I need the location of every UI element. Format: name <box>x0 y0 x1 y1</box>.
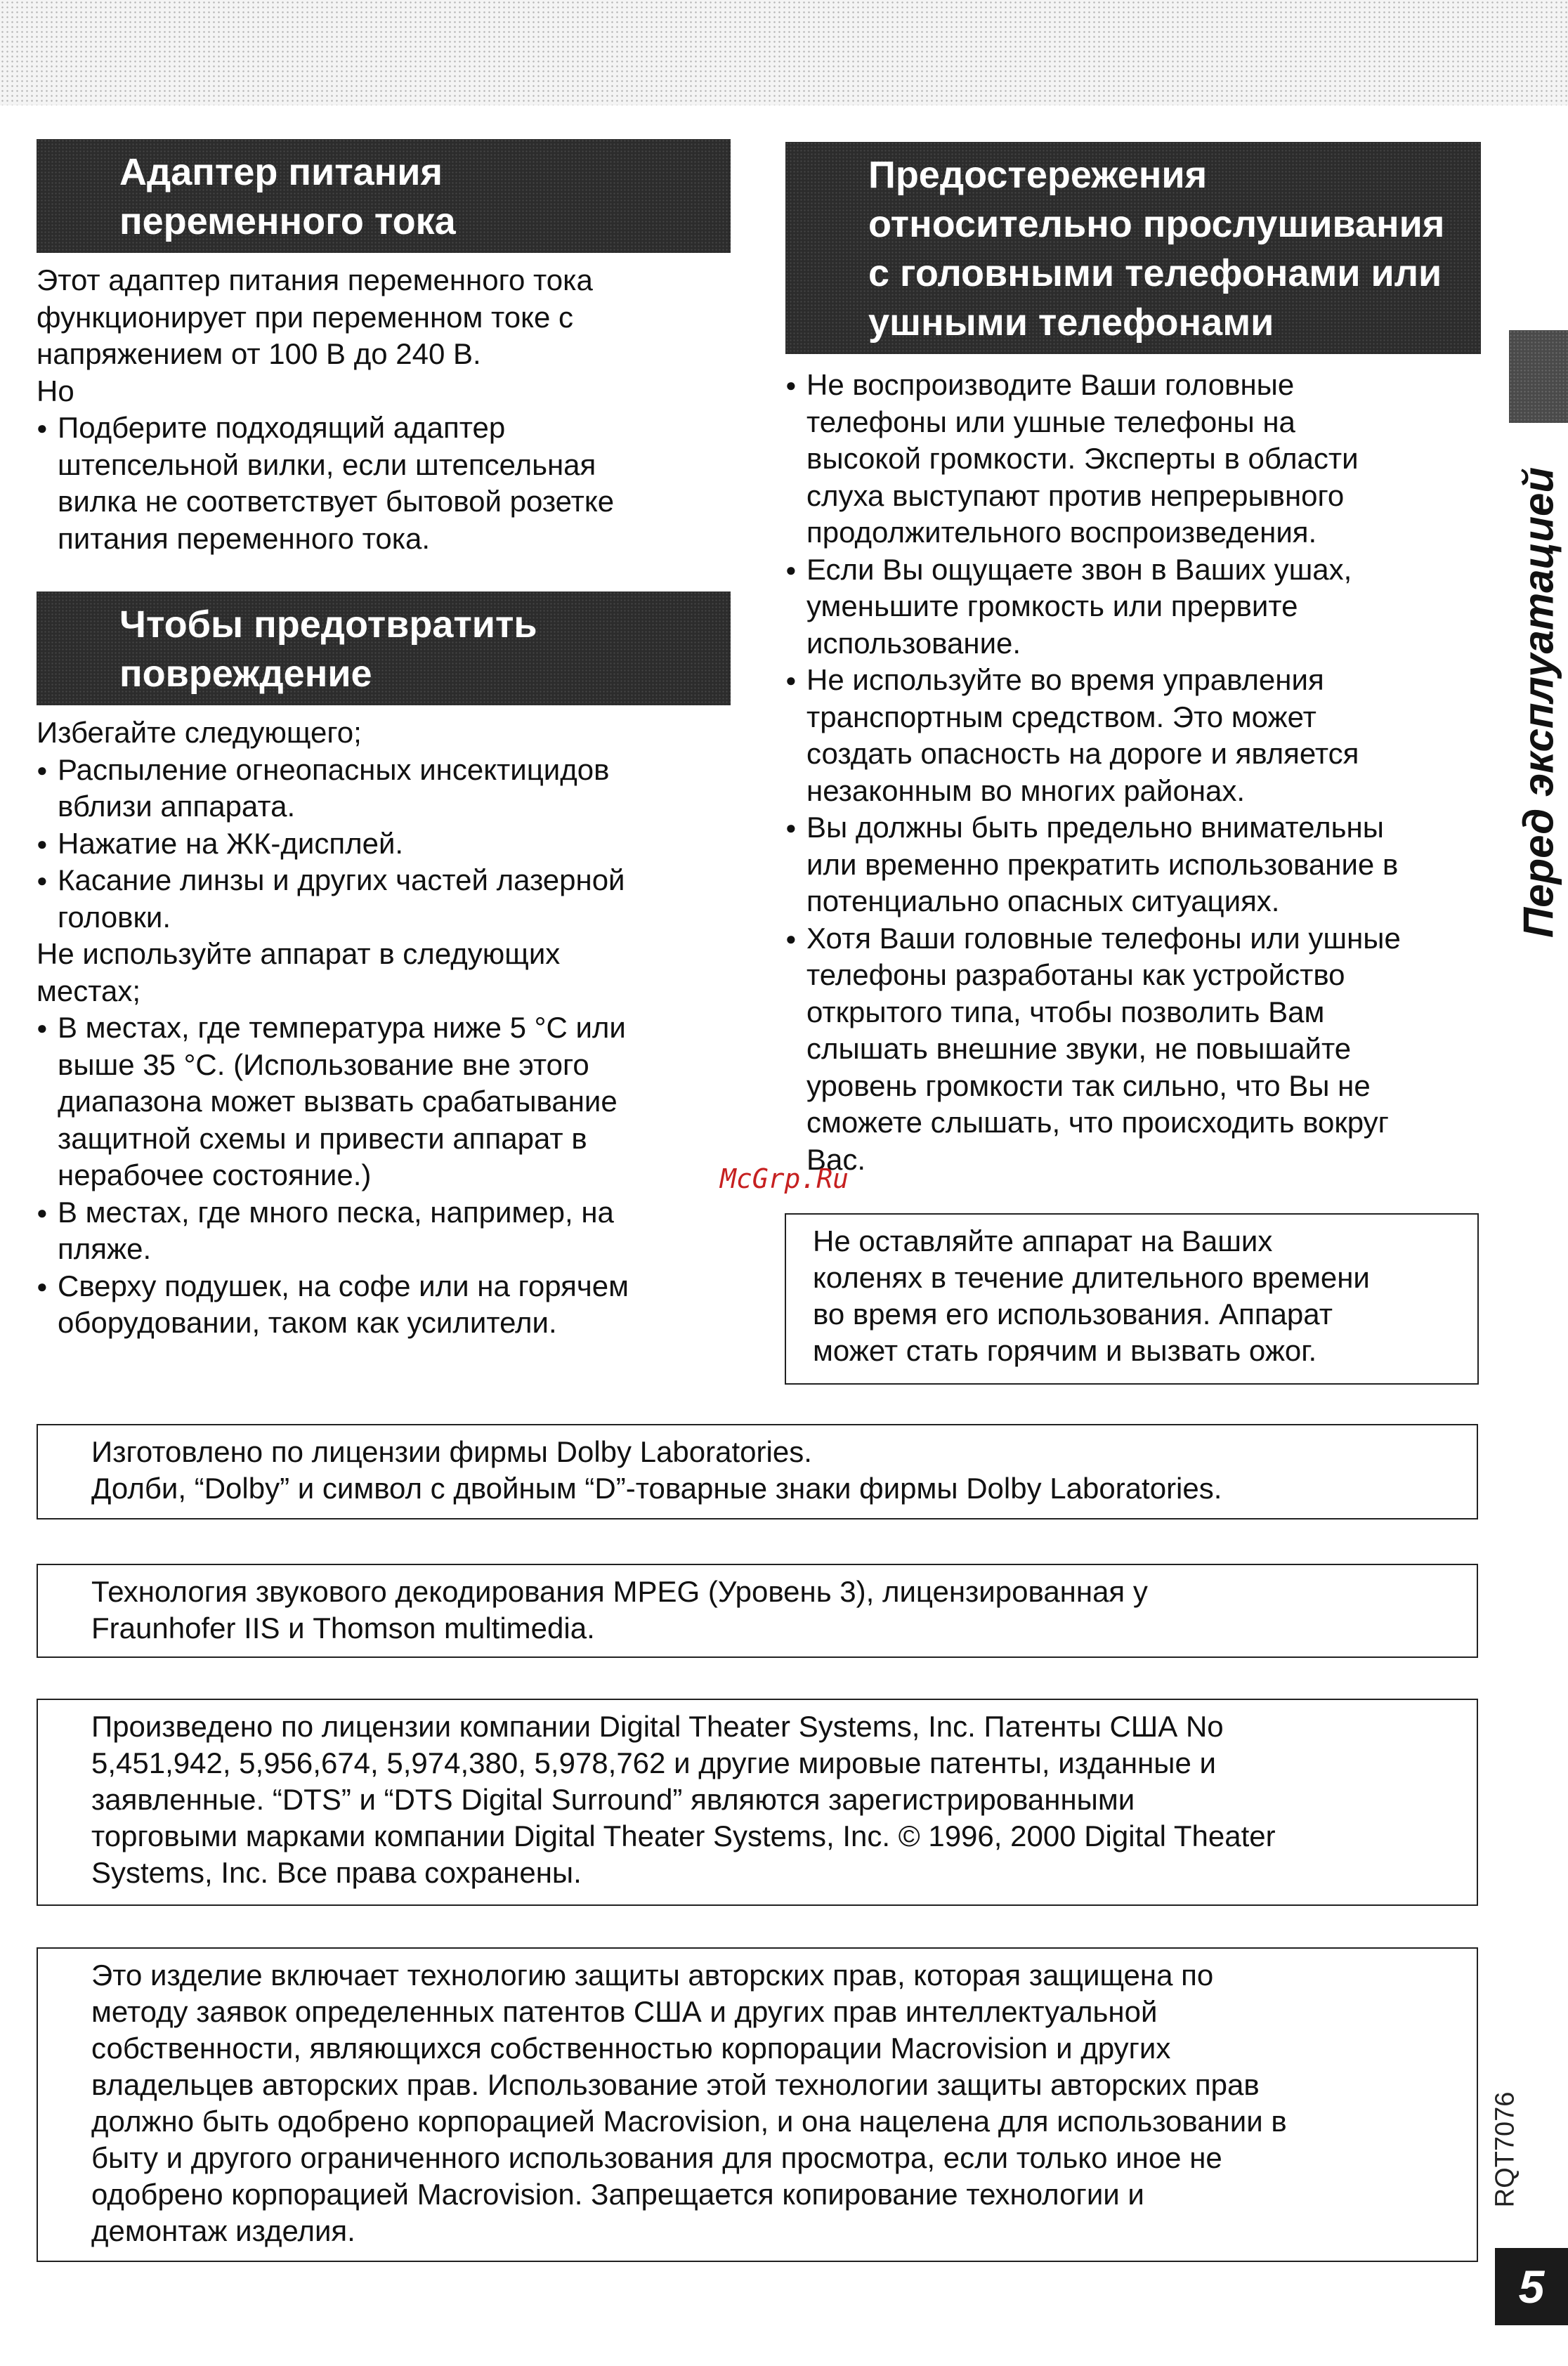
text-line: торговыми марками компании Digital Theater Systems, Inc. © 1996, 2000 Digital Theater <box>91 1819 1276 1852</box>
heading-ac-adapter <box>37 139 731 253</box>
bullet-item: ● Нажатие на ЖК-дисплей. <box>37 825 732 863</box>
notice-dts <box>37 1699 1478 1906</box>
bullet-item: ● Распыление огнеопасных инсектицидов <box>37 752 732 789</box>
text-line: быту и другого ограниченного использования для просмотра, если только иное не <box>91 2141 1222 2174</box>
text-line: высокой громкости. Эксперты в области <box>806 442 1359 475</box>
section-tab-marker <box>1509 330 1568 423</box>
text-line: местах; <box>37 974 141 1007</box>
text-line: вблизи аппарата. <box>58 790 296 823</box>
text-line: штепсельной вилки, если штепсельная <box>58 447 596 481</box>
text-line: Чтобы предотвратить <box>119 603 537 646</box>
text-line: Адаптер питания <box>119 151 443 193</box>
heading-headphones-caution <box>785 142 1481 354</box>
text-line: слуха выступают против непрерывного <box>806 478 1345 512</box>
text-line: оборудовании, таком как усилители. <box>58 1306 557 1339</box>
text-line: слышать внешние звуки, не повышайте <box>806 1032 1352 1065</box>
text-line: диапазона может вызвать срабатывание <box>58 1085 618 1118</box>
text-line: использование. <box>806 626 1021 660</box>
document-code: RQT7076 <box>1490 2091 1520 2208</box>
bullet-item: ● В местах, где много песка, например, на <box>37 1194 732 1231</box>
bullet-item: ● Если Вы ощущаете звон в Ваших ушах, <box>785 551 1488 589</box>
text-line: сможете слышать, что происходить вокруг <box>806 1106 1389 1139</box>
ac-adapter-text <box>37 262 732 557</box>
bullet-item: ● Вы должны быть предельно внимательны <box>785 809 1488 847</box>
text-line: Fraunhofer IIS и Thomson multimedia. <box>91 1612 595 1645</box>
bullet-item: ● Не воспроизводите Ваши головные <box>785 367 1488 404</box>
text-line: Не используйте аппарат в следующих <box>37 937 561 970</box>
text-line: продолжительного воспроизведения. <box>806 516 1317 549</box>
bullet-item: ● В местах, где температура ниже 5 °С или <box>37 1009 732 1047</box>
text-line: демонтаж изделия. <box>91 2214 355 2247</box>
text-line: Не оставляйте аппарат на Ваших <box>813 1224 1273 1257</box>
text-line: может стать горячим и вызвать ожог. <box>813 1334 1317 1367</box>
text-line: во время его использования. Аппарат <box>813 1298 1333 1331</box>
text-line: головки. <box>58 900 171 934</box>
text-line: методу заявок определенных патентов США и других прав интеллектуальной <box>91 1995 1158 2028</box>
text-line: Долби, “Dolby” и символ с двойным “D”-товарные знаки фирмы Dolby Laboratories. <box>91 1472 1222 1505</box>
text-line: собственности, являющихся собственностью корпорации Macrovision и других <box>91 2032 1171 2065</box>
text-line: питания переменного тока. <box>58 521 431 555</box>
text-line: переменного тока <box>119 200 456 242</box>
text-line: вилка не соответствует бытовой розетке <box>58 485 615 518</box>
text-line: относительно прослушивания <box>868 203 1445 245</box>
prevent-damage-text <box>37 714 732 1342</box>
text-line: нерабочее состояние.) <box>58 1158 372 1191</box>
text-line: телефоны разработаны как устройство <box>806 958 1345 991</box>
text-line: открытого типа, чтобы позволить Вам <box>806 995 1325 1028</box>
text-line: Но <box>37 374 74 407</box>
text-line: заявленные. “DTS” и “DTS Digital Surround” являются зарегистрированными <box>91 1783 1135 1816</box>
bullet-item: ● Хотя Ваши головные телефоны или ушные <box>785 920 1488 957</box>
text-line: владельцев авторских прав. Использование этой технологии защиты авторских прав <box>91 2068 1260 2101</box>
text-line: создать опасность на дороге и является <box>806 737 1359 770</box>
text-line: или временно прекратить использование в <box>806 847 1399 881</box>
text-line: Предостережения <box>868 154 1208 196</box>
headphones-caution-text <box>785 367 1488 1178</box>
text-line: должно быть одобрено корпорацией Macrovision, и она нацелена для использовании в <box>91 2105 1287 2138</box>
bullet-item: ● Не используйте во время управления <box>785 662 1488 699</box>
text-line: напряжением от 100 В до 240 В. <box>37 337 481 370</box>
text-line: уменьшите громкость или прервите <box>806 589 1298 622</box>
text-line: Этот адаптер питания переменного тока <box>37 263 593 296</box>
notice-mpeg <box>37 1564 1478 1658</box>
watermark-text: McGrp.Ru <box>720 1163 849 1194</box>
text-line: Это изделие включает технологию защиты авторских прав, которая защищена по <box>91 1959 1214 1992</box>
text-line: выше 35 °С. (Использование вне этого <box>58 1047 589 1081</box>
bullet-item: ● Сверху подушек, на софе или на горячем <box>37 1268 732 1305</box>
text-line: Изготовлено по лицензии фирмы Dolby Laboratories. <box>91 1435 812 1468</box>
text-line: уровень громкости так сильно, что Вы не <box>806 1068 1371 1102</box>
text-line: Избегайте следующего; <box>37 716 362 749</box>
bullet-item: ● Касание линзы и других частей лазерной <box>37 862 732 899</box>
text-line: телефоны или ушные телефоны на <box>806 405 1295 438</box>
text-line: Произведено по лицензии компании Digital Theater Systems, Inc. Патенты США No <box>91 1710 1224 1743</box>
text-line: транспортным средством. Это может <box>806 700 1317 733</box>
warning-box-lap <box>785 1213 1479 1385</box>
side-section-title: Перед эксплуатацией <box>1515 467 1562 938</box>
text-line: повреждение <box>119 653 372 695</box>
notice-macrovision <box>37 1947 1478 2262</box>
text-line: Технология звукового декодирования MPEG (Уровень 3), лицензированная у <box>91 1575 1148 1608</box>
text-line: с головными телефонами или <box>868 252 1442 294</box>
text-line: одобрено корпорацией Macrovision. Запрещается копирование технологии и <box>91 2178 1144 2211</box>
text-line: потенциально опасных ситуациях. <box>806 884 1280 917</box>
text-line: Вас. <box>806 1142 866 1176</box>
text-line: 5,451,942, 5,956,674, 5,974,380, 5,978,762 и другие мировые патенты, изданные и <box>91 1746 1216 1779</box>
notice-dolby <box>37 1424 1478 1519</box>
text-line: функционирует при переменном токе с <box>37 300 574 334</box>
text-line: пляже. <box>58 1232 152 1265</box>
text-line: незаконным во многих районах. <box>806 773 1246 807</box>
header-dot-band <box>0 0 1568 105</box>
text-line: Systems, Inc. Все права сохранены. <box>91 1856 582 1889</box>
text-line: коленях в течение длительного времени <box>813 1261 1370 1294</box>
text-line: защитной схемы и привести аппарат в <box>58 1121 587 1155</box>
bullet-item: ● Подберите подходящий адаптер <box>37 410 732 447</box>
heading-prevent-damage <box>37 592 731 705</box>
page-number: 5 <box>1495 2248 1568 2325</box>
text-line: ушными телефонами <box>868 301 1274 344</box>
